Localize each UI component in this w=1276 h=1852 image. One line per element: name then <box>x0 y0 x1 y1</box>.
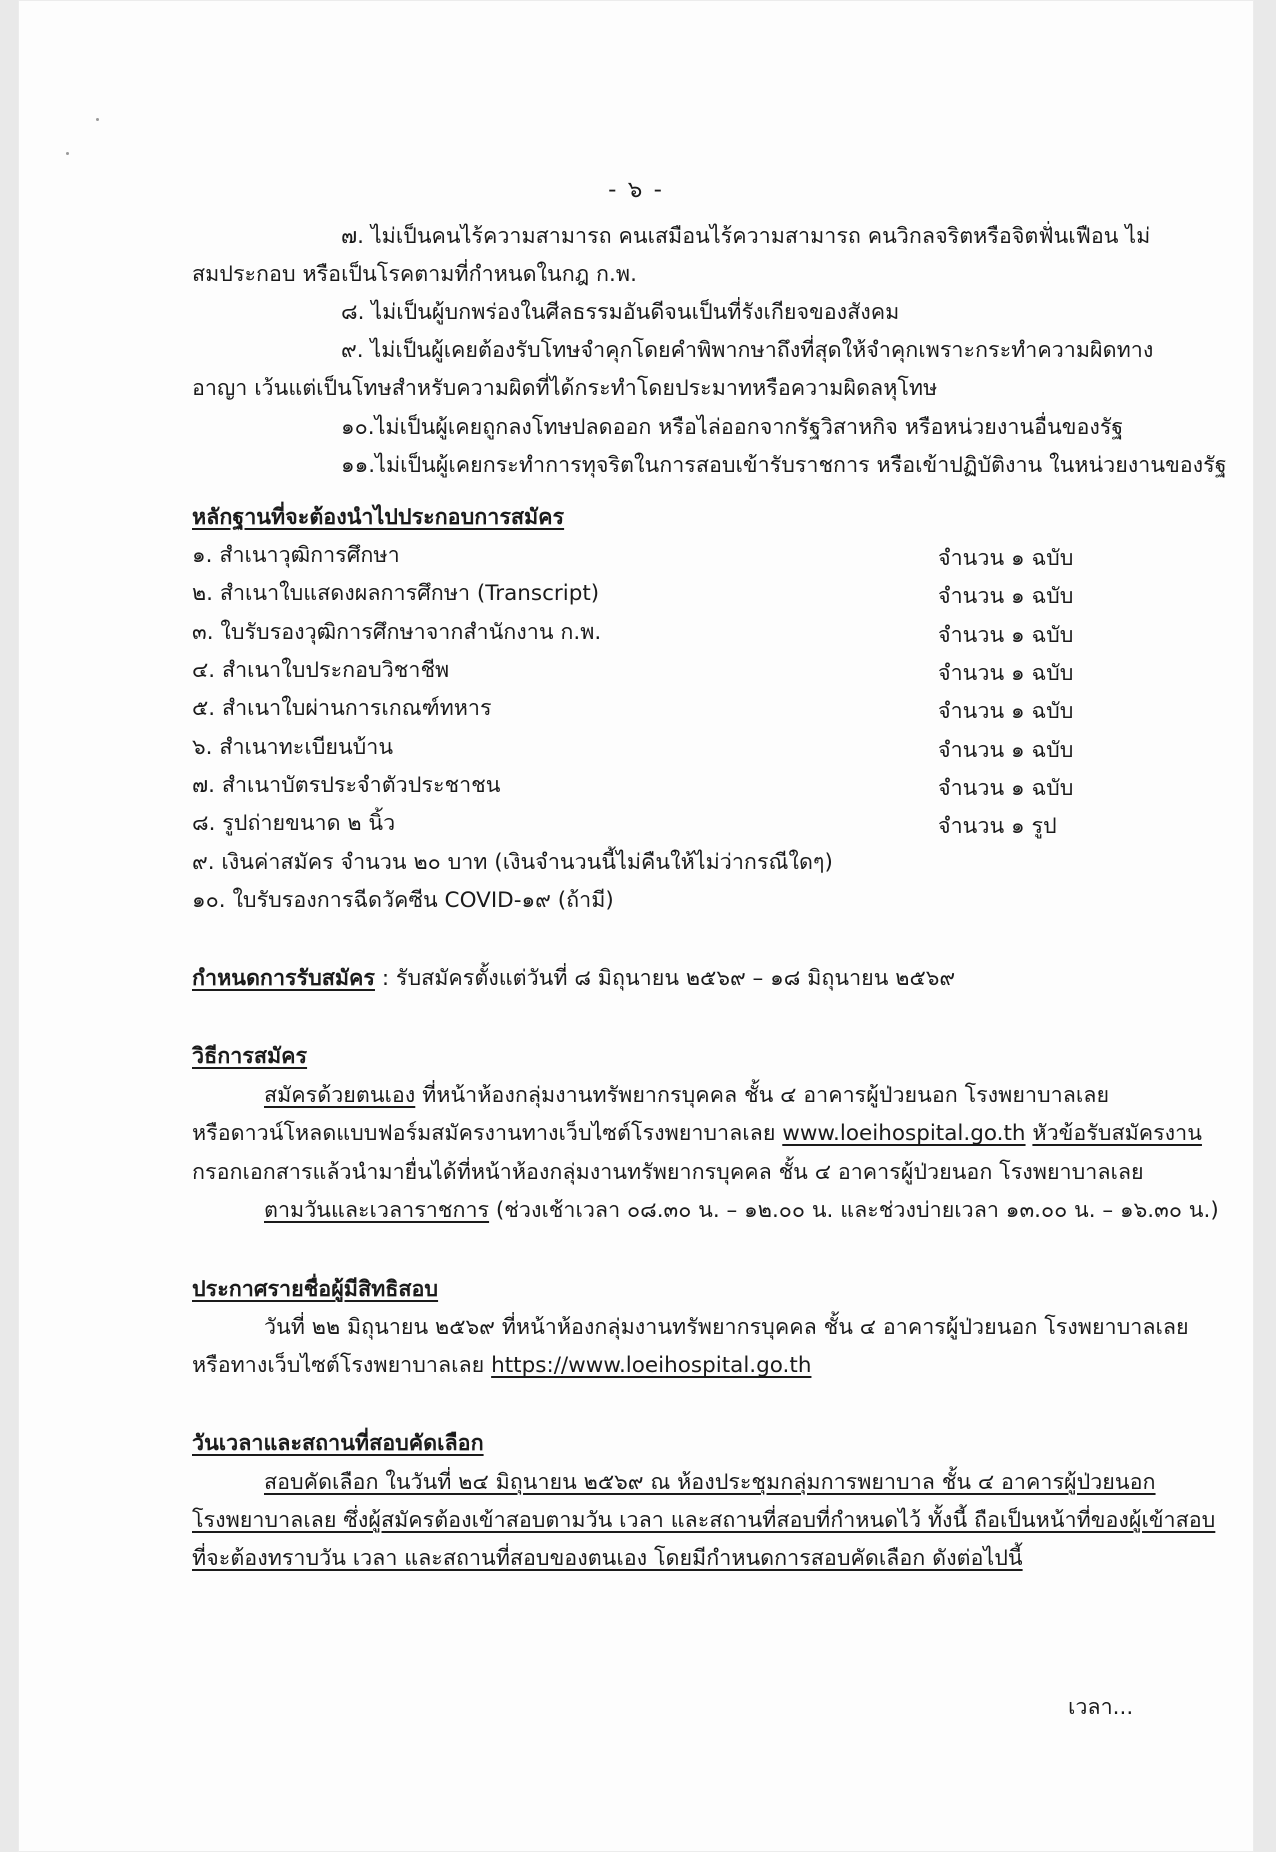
exam-line3: ที่จะต้องทราบวัน เวลา และสถานที่สอบของตนเอง โดยมีกำหนดการสอบคัดเลือก ดังต่อไปนี้ <box>192 1546 1023 1571</box>
method-line4 <box>264 1196 1219 1226</box>
qualification-9-line1: ๙. ไม่เป็นผู้เคยต้องรับโทษจำคุกโดยคำพิพากษาถึงที่สุดให้จำคุกเพราะกระทำความผิดทาง <box>341 338 1154 363</box>
document-item-qty: จำนวน ๑ ฉบับ <box>938 699 1074 724</box>
document-item-qty: จำนวน ๑ รูป <box>938 814 1057 839</box>
document-item-qty: จำนวน ๑ ฉบับ <box>938 546 1074 571</box>
document-page <box>18 0 1254 1852</box>
qualification-8: ๘. ไม่เป็นผู้บกพร่องในศีลธรรมอันดีจนเป็นที่รังเกียจของสังคม <box>341 300 900 325</box>
page-number: - ๖ - <box>608 177 664 203</box>
document-item-qty: จำนวน ๑ ฉบับ <box>938 661 1074 686</box>
document-item-qty: จำนวน ๑ ฉบับ <box>938 584 1074 609</box>
exam-heading: วันเวลาและสถานที่สอบคัดเลือก <box>192 1431 484 1456</box>
qualification-7-line1: ๗. ไม่เป็นคนไร้ความสามารถ คนเสมือนไร้ความสามารถ คนวิกลจริตหรือจิตฟั่นเฟือน ไม่ <box>341 224 1151 249</box>
document-item-label: ๒. สำเนาใบแสดงผลการศึกษา (Transcript) <box>192 581 600 606</box>
method-line2-text: หรือดาวน์โหลดแบบฟอร์มสมัครงานทางเว็บไซต์โรงพยาบาลเลย <box>192 1121 783 1146</box>
schedule-line <box>192 964 955 994</box>
method-heading: วิธีการสมัคร <box>192 1044 308 1069</box>
jobs-topic-text: หัวข้อรับสมัครงาน <box>1032 1121 1202 1146</box>
document-item-qty: จำนวน ๑ ฉบับ <box>938 738 1074 763</box>
qualification-10: ๑๐.ไม่เป็นผู้เคยถูกลงโทษปลดออก หรือไล่ออกจากรัฐวิสาหกิจ หรือหน่วยงานอื่นของรัฐ <box>341 415 1124 440</box>
office-hours-text: ตามวันและเวลาราชการ <box>264 1198 490 1223</box>
document-item-label: ๘. รูปถ่ายขนาด ๒ นิ้ว <box>192 811 396 836</box>
method-line4-text: (ช่วงเช้าเวลา ๐๘.๓๐ น. – ๑๒.๐๐ น. และช่วงบ่ายเวลา ๑๓.๐๐ น. – ๑๖.๓๐ น.) <box>489 1198 1219 1223</box>
document-item-label: ๕. สำเนาใบผ่านการเกณฑ์ทหาร <box>192 696 492 721</box>
scan-speck <box>96 118 99 121</box>
document-item-label: ๓. ใบรับรองวุฒิการศึกษาจากสำนักงาน ก.พ. <box>192 620 602 645</box>
announce-line2-text: หรือทางเว็บไซต์โรงพยาบาลเลย <box>192 1353 492 1378</box>
document-item-label: ๑. สำเนาวุฒิการศึกษา <box>192 543 400 568</box>
scan-speck <box>66 152 69 155</box>
method-line2 <box>192 1119 1202 1149</box>
document-item-label: ๑๐. ใบรับรองการฉีดวัคซีน COVID-๑๙ (ถ้ามี) <box>192 888 614 913</box>
exam-line2: โรงพยาบาลเลย ซึ่งผู้สมัครต้องเข้าสอบตามวัน เวลา และสถานที่สอบที่กำหนดไว้ ทั้งนี้ ถือเป็นหน้าที่ของผู้เข้าสอบ <box>192 1508 1216 1533</box>
method-line1-text: ที่หน้าห้องกลุ่มงานทรัพยากรบุคคล ชั้น ๔ อาคารผู้ป่วยนอก โรงพยาบาลเลย <box>415 1083 1110 1108</box>
document-item-qty: จำนวน ๑ ฉบับ <box>938 623 1074 648</box>
qualification-9-line2: อาญา เว้นแต่เป็นโทษสำหรับความผิดที่ได้กระทำโดยประมาทหรือความผิดลหุโทษ <box>192 376 938 401</box>
document-item-label: ๗. สำเนาบัตรประจำตัวประชาชน <box>192 773 501 798</box>
announce-line1: วันที่ ๒๒ มิถุนายน ๒๕๖๙ ที่หน้าห้องกลุ่มงานทรัพยากรบุคคล ชั้น ๔ อาคารผู้ป่วยนอก โรงพยาบาลเลย <box>264 1315 1189 1340</box>
method-line3: กรอกเอกสารแล้วนำมายื่นได้ที่หน้าห้องกลุ่มงานทรัพยากรบุคคล ชั้น ๔ อาคารผู้ป่วยนอก โรงพยาบาลเลย <box>192 1160 1144 1185</box>
qualification-11: ๑๑.ไม่เป็นผู้เคยกระทำการทุจริตในการสอบเข้ารับราชการ หรือเข้าปฏิบัติงาน ในหน่วยงานของรัฐ <box>341 453 1227 478</box>
method-line1 <box>264 1081 1109 1111</box>
website-link[interactable]: www.loeihospital.go.th <box>782 1121 1026 1146</box>
exam-line1: สอบคัดเลือก ในวันที่ ๒๔ มิถุนายน ๒๕๖๙ ณ ห้องประชุมกลุ่มการพยาบาล ชั้น ๔ อาคารผู้ป่วยนอก <box>264 1470 1156 1495</box>
announce-heading: ประกาศรายชื่อผู้มีสิทธิสอบ <box>192 1277 439 1302</box>
document-item-label: ๖. สำเนาทะเบียนบ้าน <box>192 735 394 760</box>
document-item-label: ๔. สำเนาใบประกอบวิชาชีพ <box>192 658 450 683</box>
announce-website-link[interactable]: https://www.loeihospital.go.th <box>491 1353 812 1378</box>
schedule-heading: กำหนดการรับสมัคร <box>192 966 375 991</box>
document-item-qty: จำนวน ๑ ฉบับ <box>938 776 1074 801</box>
announce-line2 <box>192 1351 811 1381</box>
continuation-marker: เวลา... <box>1068 1695 1134 1720</box>
schedule-text: : รับสมัครตั้งแต่วันที่ ๘ มิถุนายน ๒๕๖๙ – ๑๘ มิถุนายน ๒๕๖๙ <box>374 966 956 991</box>
document-item-label: ๙. เงินค่าสมัคร จำนวน ๒๐ บาท (เงินจำนวนนี้ไม่คืนให้ไม่ว่ากรณีใดๆ) <box>192 850 833 875</box>
self-apply-text: สมัครด้วยตนเอง <box>264 1083 416 1108</box>
documents-heading: หลักฐานที่จะต้องนำไปประกอบการสมัคร <box>192 505 565 530</box>
qualification-7-line2: สมประกอบ หรือเป็นโรคตามที่กำหนดในกฎ ก.พ. <box>192 262 637 287</box>
